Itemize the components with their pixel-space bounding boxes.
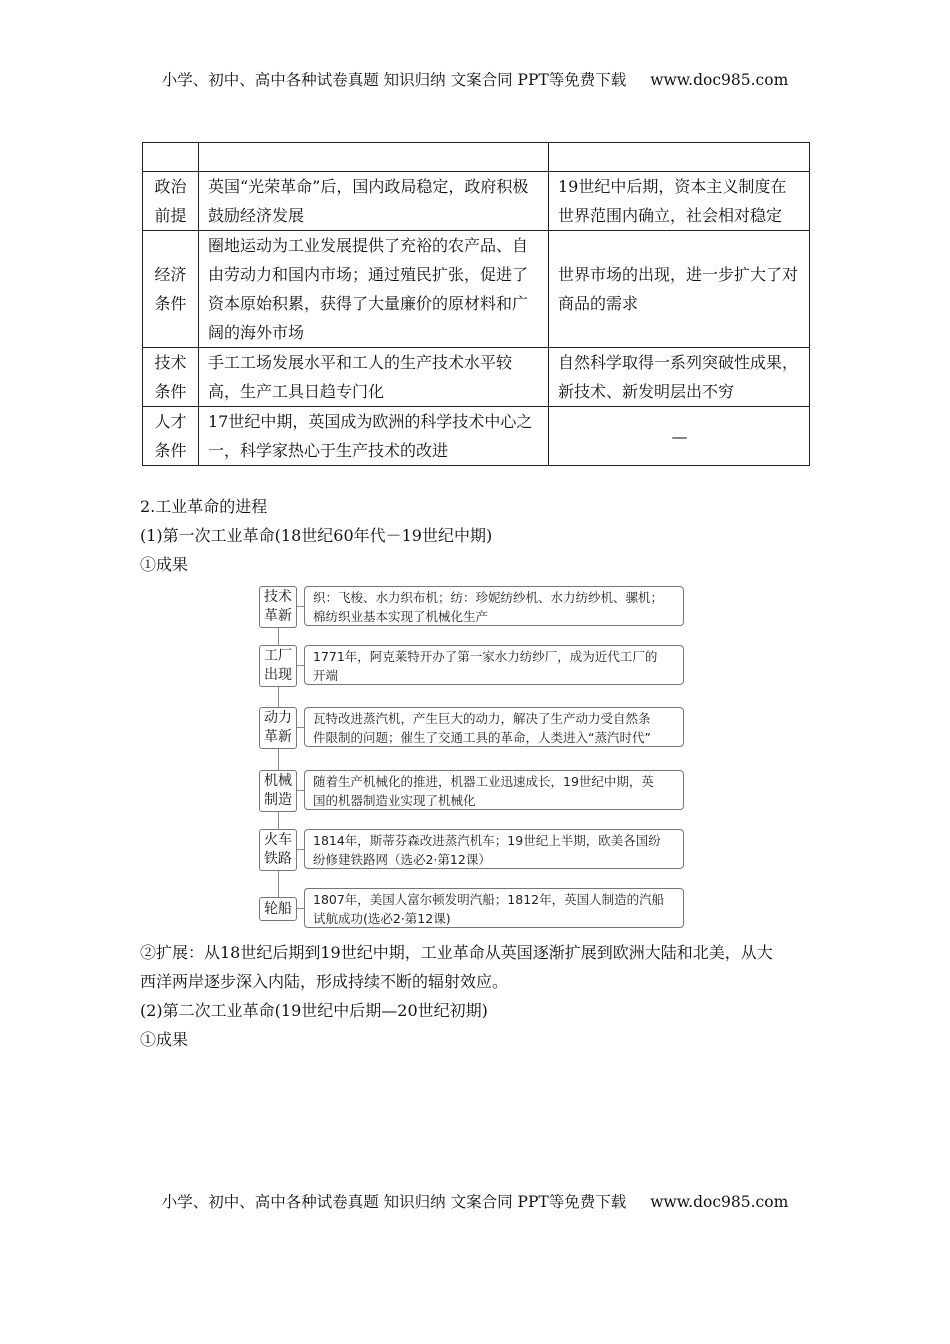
- flow-label: 轮船: [259, 897, 297, 921]
- result-label-second: ①成果: [140, 1030, 189, 1049]
- flow-content: 1814年，斯蒂芬森改进蒸汽机车；19世纪上半期，欧美各国纷 纷修建铁路网（选必2·第12课）: [304, 829, 684, 869]
- flow-content: 1771年，阿克莱特开办了第一家水力纺纱厂，成为近代工厂的 开端: [304, 645, 684, 685]
- cell-first-revolution: 手工工场发展水平和工人的生产技术水平较高，生产工具日趋专门化: [199, 348, 549, 407]
- expansion-line-2: 西洋两岸逐步深入内陆，形成持续不断的辐射效应。: [140, 972, 509, 991]
- table-row-economy: [143, 231, 810, 348]
- flow-content: 1807年，美国人富尔顿发明汽船；1812年，英国人制造的汽船 试航成功(选必2·第12课): [304, 888, 684, 928]
- cell-first-revolution: 圈地运动为工业发展提供了充裕的农产品、自由劳动力和国内市场；通过殖民扩张，促进了资本原始积累，获得了大量廉价的原材料和广阔的海外市场: [199, 231, 549, 348]
- table-row-technology: [143, 348, 810, 407]
- table-row-talent: [143, 407, 810, 466]
- cell-second-revolution: 自然科学取得一系列突破性成果，新技术、新发明层出不穷: [549, 348, 810, 407]
- comparison-table: [142, 142, 810, 466]
- flow-content: 随着生产机械化的推进，机器工业迅速成长，19世纪中期，英 国的机器制造业实现了机械化: [304, 770, 684, 810]
- flow-label: 动力 革新: [259, 707, 297, 749]
- flow-label: 机械 制造: [259, 770, 297, 812]
- cell-second-revolution: 世界市场的出现，进一步扩大了对商品的需求: [549, 231, 810, 348]
- flow-content: 织：飞梭、水力织布机；纺：珍妮纺纱机、水力纺纱机、骡机； 棉纺织业基本实现了机械化生产: [304, 586, 684, 626]
- cell-first-revolution: 英国“光荣革命”后，国内政局稳定，政府积极鼓励经济发展: [199, 172, 549, 231]
- result-label-first: ①成果: [140, 555, 189, 574]
- section-title: 2.工业革命的进程: [140, 497, 268, 516]
- flow-label: 工厂 出现: [259, 645, 297, 687]
- expansion-line-1: ②扩展：从18世纪后期到19世纪中期，工业革命从英国逐渐扩展到欧洲大陆和北美，从大: [140, 943, 773, 962]
- row-label: 政治 前提: [143, 172, 199, 231]
- subsection-title-second: (2)第二次工业革命(19世纪中后期—20世纪初期): [140, 1001, 488, 1020]
- cell-second-revolution: 19世纪中后期，资本主义制度在世界范围内确立，社会相对稳定: [549, 172, 810, 231]
- header-site[interactable]: www.doc985.com: [650, 71, 789, 89]
- row-label: 技术 条件: [143, 348, 199, 407]
- table-row-politics: [143, 172, 810, 231]
- achievements-flowchart: [259, 586, 691, 930]
- flow-content: 瓦特改进蒸汽机，产生巨大的动力，解决了生产动力受自然条 件限制的问题；催生了交通工具的革命，人类进入“蒸汽时代”: [304, 707, 684, 747]
- row-label: 经济 条件: [143, 231, 199, 348]
- cell-second-revolution: —: [549, 407, 810, 466]
- footer-text: 小学、初中、高中各种试卷真题 知识归纳 文案合同 PPT等免费下载: [161, 1193, 627, 1211]
- flow-label: 火车 铁路: [259, 829, 297, 871]
- page-header: [0, 68, 950, 90]
- page-footer: [0, 1190, 950, 1212]
- cell-first-revolution: 17世纪中期，英国成为欧洲的科学技术中心之一，科学家热心于生产技术的改进: [199, 407, 549, 466]
- row-label: 人才 条件: [143, 407, 199, 466]
- footer-site[interactable]: www.doc985.com: [650, 1193, 789, 1211]
- flow-label: 技术 革新: [259, 586, 297, 628]
- table-header-row: [143, 143, 810, 172]
- header-text: 小学、初中、高中各种试卷真题 知识归纳 文案合同 PPT等免费下载: [161, 71, 627, 89]
- subsection-title-first: (1)第一次工业革命(18世纪60年代－19世纪中期): [140, 526, 493, 545]
